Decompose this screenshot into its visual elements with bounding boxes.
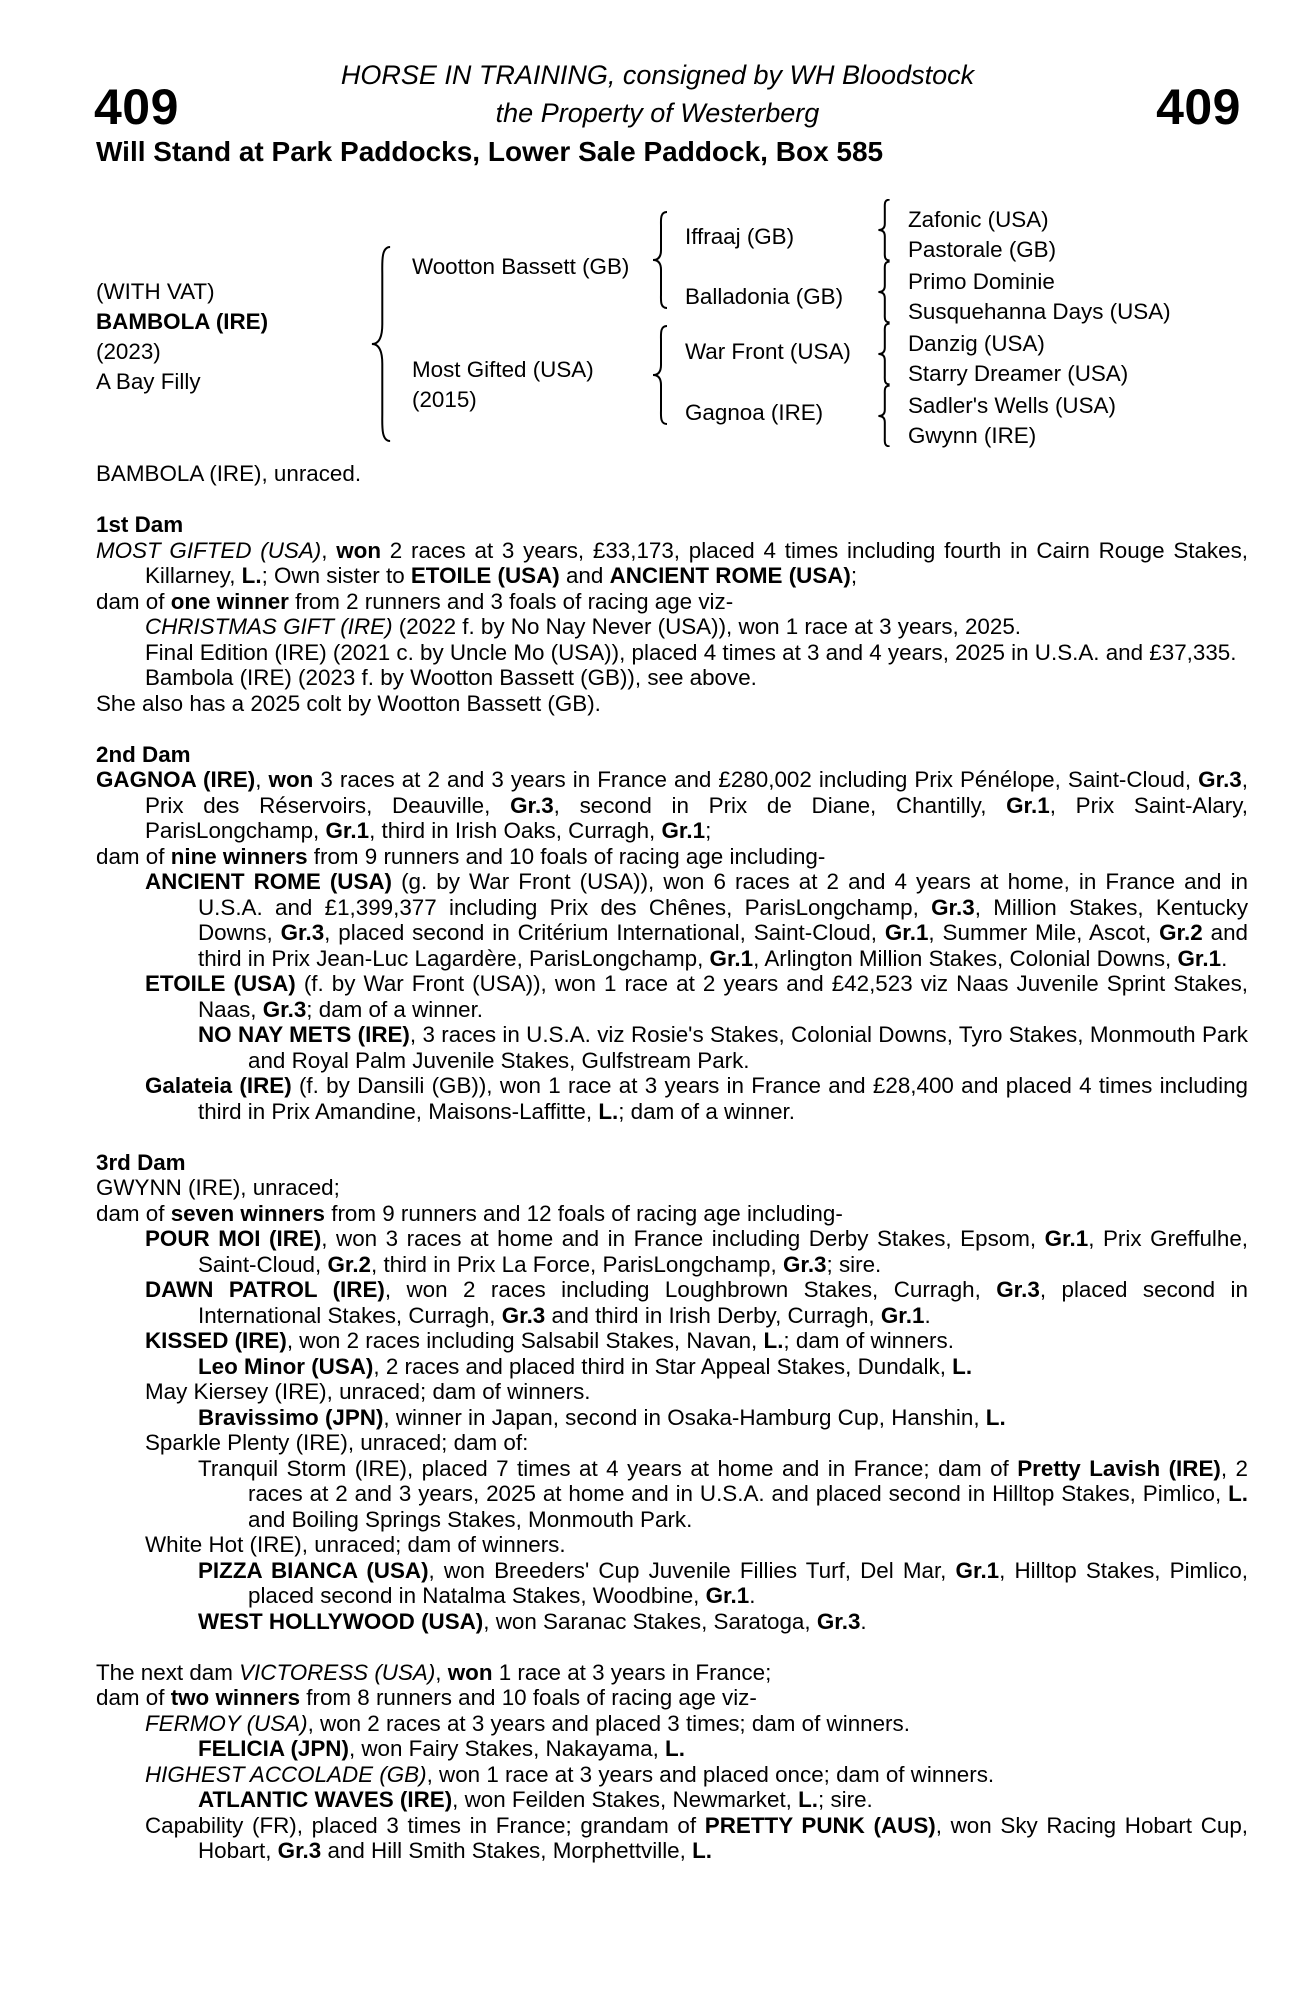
plain-text: . xyxy=(860,1608,867,1634)
pedigree-paragraph xyxy=(96,1685,1248,1711)
pedigree-paragraph xyxy=(96,971,1248,1022)
bold-text: L. xyxy=(985,1404,1006,1430)
plain-text: Final Edition (IRE) (2021 c. by Uncle Mo (USA)), placed 4 times at 3 and 4 years, 2025 in U.S.A. and £37,335. xyxy=(145,639,1237,665)
plain-text: and xyxy=(559,563,610,588)
pedigree-paragraph xyxy=(96,1379,1248,1405)
granddam-name: Gagnoa (IRE) xyxy=(685,400,824,425)
plain-text: , second in Prix de Diane, Chantilly, xyxy=(553,792,1007,818)
bold-text: Gr.1 xyxy=(955,1557,1000,1583)
dam-name: Most Gifted (USA) xyxy=(412,357,594,382)
plain-text: , won Breeders' Cup Juvenile Fillies Turf, Del Mar, xyxy=(428,1557,956,1583)
plain-text: , won Sky Racing Hobart Cup, Hobart, xyxy=(198,1812,1248,1863)
bold-text: Gr.3 xyxy=(996,1277,1040,1302)
bold-text: DAWN PATROL (IRE) xyxy=(145,1277,385,1302)
plain-text: , placed second in International Stakes, Curragh, xyxy=(198,1277,1248,1328)
consignment-line: HORSE IN TRAINING, consigned by WH Bloodstock xyxy=(340,60,975,90)
bold-text: seven winners xyxy=(170,1200,326,1226)
pedigree-paragraph xyxy=(96,1201,1248,1227)
bold-text: PRETTY PUNK (AUS) xyxy=(704,1812,936,1838)
blank-line xyxy=(96,487,1248,513)
plain-text: Bambola (IRE) (2023 f. by Wootton Bassett (GB)), see above. xyxy=(145,665,757,690)
plain-text: , placed second in Critérium International, Saint-Cloud, xyxy=(324,920,885,945)
subject-description: A Bay Filly xyxy=(96,369,201,394)
bold-text: Gr.2 xyxy=(1159,920,1203,945)
bold-text: Gr.3 xyxy=(262,996,307,1022)
pedigree-paragraph xyxy=(96,1736,1248,1762)
ancestor-name: Gwynn (IRE) xyxy=(908,423,1037,448)
pedigree-text xyxy=(96,461,1248,1864)
italic-name: CHRISTMAS GIFT (IRE) xyxy=(145,614,393,639)
plain-text: ; Own sister to xyxy=(261,563,411,588)
plain-text: (f. by Dansili (GB)), won 1 race at 3 years in France and £28,400 and placed 4 times including third in Prix Amandine, Maisons-Laffitte, xyxy=(198,1073,1248,1124)
plain-text: (2022 f. by No Nay Never (USA)), won 1 race at 3 years, 2025. xyxy=(392,614,1022,639)
pedigree-paragraph xyxy=(96,1813,1248,1864)
bold-text: Gr.1 xyxy=(661,818,706,843)
brace-icon xyxy=(650,211,670,309)
bold-text: Gr.3 xyxy=(501,1302,546,1328)
bold-text: Pretty Lavish (IRE) xyxy=(1017,1455,1221,1481)
plain-text: , won 3 races at home and in France including Derby Stakes, Epsom, xyxy=(321,1226,1045,1251)
plain-text: ; xyxy=(850,563,858,588)
plain-text: dam of xyxy=(96,843,171,869)
plain-text: Sparkle Plenty (IRE), unraced; dam of: xyxy=(145,1430,529,1455)
plain-text: , xyxy=(435,1659,448,1685)
plain-text: May Kiersey (IRE), unraced; dam of winners. xyxy=(145,1379,591,1404)
ancestor-name: Primo Dominie xyxy=(908,269,1055,294)
subject-name: BAMBOLA (IRE) xyxy=(96,309,269,334)
plain-text: ; dam of a winner. xyxy=(306,996,484,1022)
bold-text: ANCIENT ROME (USA) xyxy=(145,869,393,894)
pedigree-paragraph xyxy=(96,1226,1248,1277)
pedigree-paragraph xyxy=(96,589,1248,615)
bold-text: Gr.1 xyxy=(884,920,929,945)
bold-text: Gr.3 xyxy=(277,1838,322,1863)
bold-text: KISSED (IRE) xyxy=(145,1328,287,1353)
bold-text: two winners xyxy=(170,1685,301,1710)
plain-text: , won Feilden Stakes, Newmarket, xyxy=(452,1787,799,1812)
plain-text: and third in Prix Jean-Luc Lagardère, ParisLongchamp, xyxy=(198,920,1248,971)
plain-text: , won Saranac Stakes, Saratoga, xyxy=(483,1608,817,1634)
bold-text: WEST HOLLYWOOD (USA) xyxy=(198,1608,484,1634)
dam-section-heading: 2nd Dam xyxy=(96,741,191,767)
plain-text: Tranquil Storm (IRE), placed 7 times at 4 years at home and in France; dam of xyxy=(198,1455,1018,1481)
pedigree-paragraph xyxy=(96,1762,1248,1788)
ancestor-name: Danzig (USA) xyxy=(908,331,1045,356)
brace-icon xyxy=(368,245,394,443)
dam-section-heading: 1st Dam xyxy=(96,512,184,537)
pedigree-paragraph xyxy=(96,1277,1248,1328)
plain-text: , won 1 race at 3 years and placed once; dam of winners. xyxy=(426,1761,995,1787)
bold-text: Gr.3 xyxy=(280,920,325,945)
plain-text: and third in Irish Derby, Curragh, xyxy=(545,1302,881,1328)
plain-text: , won Fairy Stakes, Nakayama, xyxy=(348,1736,666,1761)
ancestor-name: Sadler's Wells (USA) xyxy=(908,393,1116,418)
pedigree-paragraph xyxy=(96,1787,1248,1813)
bold-text: Gr.3 xyxy=(931,894,975,920)
pedigree-chart xyxy=(0,195,1315,457)
plain-text: and Boiling Springs Stakes, Monmouth Park. xyxy=(248,1506,693,1532)
dam-section-heading: 3rd Dam xyxy=(96,1149,186,1175)
plain-text: White Hot (IRE), unraced; dam of winners. xyxy=(145,1532,566,1557)
plain-text: . xyxy=(924,1302,931,1328)
plain-text: , Prix des Réservoirs, Deauville, xyxy=(145,767,1248,818)
ancestor-name: Pastorale (GB) xyxy=(908,237,1057,262)
pedigree-paragraph xyxy=(96,869,1248,971)
bold-text: ATLANTIC WAVES (IRE) xyxy=(198,1787,453,1812)
plain-text: from 9 runners and 12 foals of racing age including- xyxy=(325,1200,843,1226)
pedigree-paragraph xyxy=(96,1022,1248,1073)
plain-text: GWYNN (IRE), unraced; xyxy=(96,1175,340,1200)
plain-text: , won 2 races including Loughbrown Stakes, Curragh, xyxy=(384,1277,997,1302)
sire-name: Wootton Bassett (GB) xyxy=(412,254,630,279)
bold-text: Gr.1 xyxy=(705,1583,750,1608)
pedigree-paragraph xyxy=(96,461,1248,487)
bold-text: Gr.1 xyxy=(1044,1226,1089,1251)
vat-note: (WITH VAT) xyxy=(96,279,215,304)
bold-text: L. xyxy=(763,1328,784,1353)
bold-text: Bravissimo (JPN) xyxy=(198,1404,384,1430)
brace-icon xyxy=(876,385,892,447)
plain-text: Capability (FR), placed 3 times in France; grandam of xyxy=(145,1812,705,1838)
italic-name: FERMOY (USA) xyxy=(145,1710,308,1736)
pedigree-paragraph xyxy=(96,691,1248,717)
pedigree-paragraph xyxy=(96,1609,1248,1635)
bold-text: L. xyxy=(798,1787,819,1812)
plain-text: 1 race at 3 years in France; xyxy=(492,1659,772,1685)
plain-text: , third in Irish Oaks, Curragh, xyxy=(369,818,662,843)
pedigree-paragraph xyxy=(96,1328,1248,1354)
bold-text: POUR MOI (IRE) xyxy=(145,1226,322,1251)
bold-text: Gr.3 xyxy=(1198,767,1242,792)
plain-text: BAMBOLA (IRE), unraced. xyxy=(96,461,362,486)
pedigree-paragraph xyxy=(96,844,1248,870)
property-line: the Property of Westerberg xyxy=(495,98,820,128)
plain-text: , third in Prix La Force, ParisLongchamp, xyxy=(371,1251,783,1277)
brace-icon xyxy=(876,261,892,323)
plain-text: , 3 races in U.S.A. viz Rosie's Stakes, Colonial Downs, Tyro Stakes, Monmouth Park and Royal Palm Juvenile Stakes, Gulfstream Park. xyxy=(248,1022,1248,1073)
pedigree-paragraph xyxy=(96,1354,1248,1380)
subject-foaled-year: (2023) xyxy=(96,339,161,364)
bold-text: ETOILE (USA) xyxy=(410,563,560,588)
bold-text: L. xyxy=(1228,1481,1248,1506)
bold-text: Leo Minor (USA) xyxy=(198,1353,374,1379)
bold-text: FELICIA (JPN) xyxy=(198,1736,349,1761)
plain-text: from 9 runners and 10 foals of racing age including- xyxy=(307,843,826,869)
pedigree-paragraph xyxy=(96,614,1248,640)
plain-text: , Summer Mile, Ascot, xyxy=(928,920,1160,945)
brace-icon xyxy=(876,323,892,385)
italic-name: VICTORESS (USA) xyxy=(239,1659,436,1685)
plain-text: (g. by War Front (USA)), won 6 races at 2 and 4 years at home, in France and in U.S.A. and £1,399,377 including Prix des Chênes, ParisLongchamp, xyxy=(198,869,1249,920)
plain-text: , xyxy=(321,537,337,563)
ancestor-name: Starry Dreamer (USA) xyxy=(908,361,1129,386)
plain-text: ; xyxy=(705,818,712,843)
pedigree-paragraph xyxy=(96,1405,1248,1431)
pedigree-paragraph xyxy=(96,1660,1248,1686)
bold-text: Gr.1 xyxy=(1006,792,1050,818)
bold-text: Gr.1 xyxy=(325,818,370,843)
brace-icon xyxy=(876,199,892,261)
bold-text: nine winners xyxy=(170,843,308,869)
pedigree-paragraph xyxy=(96,1456,1248,1533)
bold-text: won xyxy=(447,1659,493,1685)
plain-text: , Prix Saint-Alary, ParisLongchamp, xyxy=(145,792,1248,843)
plain-text: , Million Stakes, Kentucky Downs, xyxy=(198,894,1249,945)
plain-text: The next dam xyxy=(96,1659,240,1685)
blank-line xyxy=(96,1124,1248,1150)
bold-text: Gr.3 xyxy=(782,1251,827,1277)
plain-text: ; sire. xyxy=(818,1787,873,1812)
bold-text: Gr.1 xyxy=(1177,945,1222,971)
bold-text: one winner xyxy=(170,588,289,614)
ancestor-name: Zafonic (USA) xyxy=(908,207,1049,232)
plain-text: , winner in Japan, second in Osaka-Hamburg Cup, Hanshin, xyxy=(383,1404,986,1430)
bold-text: won xyxy=(268,767,314,792)
plain-text: . xyxy=(1221,945,1228,971)
bold-text: Gr.3 xyxy=(816,1608,861,1634)
plain-text: 2 races at 3 years, £33,173, placed 4 times including fourth in Cairn Rouge Stakes, Killarney, xyxy=(145,537,1248,588)
pedigree-paragraph xyxy=(96,767,1248,844)
italic-name: MOST GIFTED (USA) xyxy=(96,537,322,563)
plain-text: dam of xyxy=(96,1685,171,1710)
bold-text: Gr.1 xyxy=(880,1302,925,1328)
dam-year: (2015) xyxy=(412,387,477,412)
bold-text: L. xyxy=(952,1353,973,1379)
plain-text: , 2 races and placed third in Star Appeal Stakes, Dundalk, xyxy=(373,1353,953,1379)
bold-text: L. xyxy=(241,563,262,588)
plain-text: from 8 runners and 10 foals of racing age viz- xyxy=(300,1685,757,1710)
pedigree-paragraph xyxy=(96,1558,1248,1609)
plain-text: , won 2 races including Salsabil Stakes, Navan, xyxy=(286,1328,764,1353)
pedigree-paragraph xyxy=(96,1532,1248,1558)
plain-text: , Prix Greffulhe, Saint-Cloud, xyxy=(198,1226,1248,1277)
bold-text: L. xyxy=(692,1838,712,1863)
lot-number-left: 409 xyxy=(94,79,179,135)
bold-text: Gr.3 xyxy=(510,792,554,818)
stand-location-line: Will Stand at Park Paddocks, Lower Sale Paddock, Box 585 xyxy=(96,136,884,167)
plain-text: , Hilltop Stakes, Pimlico, placed second in Natalma Stakes, Woodbine, xyxy=(248,1557,1249,1608)
lot-number-right: 409 xyxy=(1156,79,1241,135)
grandsire-name: Iffraaj (GB) xyxy=(685,224,795,249)
italic-name: HIGHEST ACCOLADE (GB) xyxy=(145,1761,427,1787)
ancestor-name: Susquehanna Days (USA) xyxy=(908,299,1171,324)
bold-text: L. xyxy=(665,1736,685,1761)
plain-text: . xyxy=(749,1583,756,1608)
bold-text: GAGNOA (IRE) xyxy=(96,767,256,792)
bold-text: won xyxy=(336,537,382,563)
bold-text: Gr.1 xyxy=(709,945,754,971)
blank-line xyxy=(96,716,1248,742)
pedigree-paragraph xyxy=(96,665,1248,691)
pedigree-paragraph xyxy=(96,1175,1248,1201)
plain-text: , xyxy=(255,767,269,792)
pedigree-paragraph xyxy=(96,1073,1248,1124)
bold-text: ANCIENT ROME (USA) xyxy=(609,563,851,588)
plain-text: and Hill Smith Stakes, Morphettville, xyxy=(321,1838,693,1863)
plain-text: dam of xyxy=(96,588,171,614)
brace-icon xyxy=(650,325,670,425)
plain-text: ; dam of a winner. xyxy=(618,1098,795,1124)
bold-text: NO NAY METS (IRE) xyxy=(198,1022,410,1047)
plain-text: from 2 runners and 3 foals of racing age viz- xyxy=(288,588,734,614)
plain-text: ; dam of winners. xyxy=(783,1328,954,1353)
pedigree-paragraph xyxy=(96,1711,1248,1737)
plain-text: , won 2 races at 3 years and placed 3 times; dam of winners. xyxy=(307,1710,910,1736)
plain-text: , 2 races at 2 and 3 years, 2025 at home and in U.S.A. and placed second in Hilltop Stakes, Pimlico, xyxy=(248,1455,1248,1506)
granddam-name: Balladonia (GB) xyxy=(685,284,844,309)
plain-text: ; sire. xyxy=(826,1251,882,1277)
plain-text: , Arlington Million Stakes, Colonial Downs, xyxy=(753,945,1178,971)
bold-text: ETOILE (USA) xyxy=(145,971,296,996)
pedigree-paragraph xyxy=(96,538,1248,589)
plain-text: (f. by War Front (USA)), won 1 race at 2 years and £42,523 viz Naas Juvenile Sprint Stakes, Naas, xyxy=(198,971,1248,1022)
plain-text: She also has a 2025 colt by Wootton Bassett (GB). xyxy=(96,690,601,716)
grandsire-name: War Front (USA) xyxy=(685,339,851,364)
plain-text: dam of xyxy=(96,1200,171,1226)
bold-text: Galateia (IRE) xyxy=(145,1073,292,1098)
blank-line xyxy=(96,1634,1248,1660)
bold-text: Gr.2 xyxy=(327,1251,372,1277)
bold-text: PIZZA BIANCA (USA) xyxy=(198,1557,429,1583)
bold-text: L. xyxy=(598,1098,619,1124)
pedigree-paragraph xyxy=(96,1430,1248,1456)
plain-text: 3 races at 2 and 3 years in France and £280,002 including Prix Pénélope, Saint-Cloud, xyxy=(313,767,1199,792)
pedigree-paragraph xyxy=(96,640,1248,666)
